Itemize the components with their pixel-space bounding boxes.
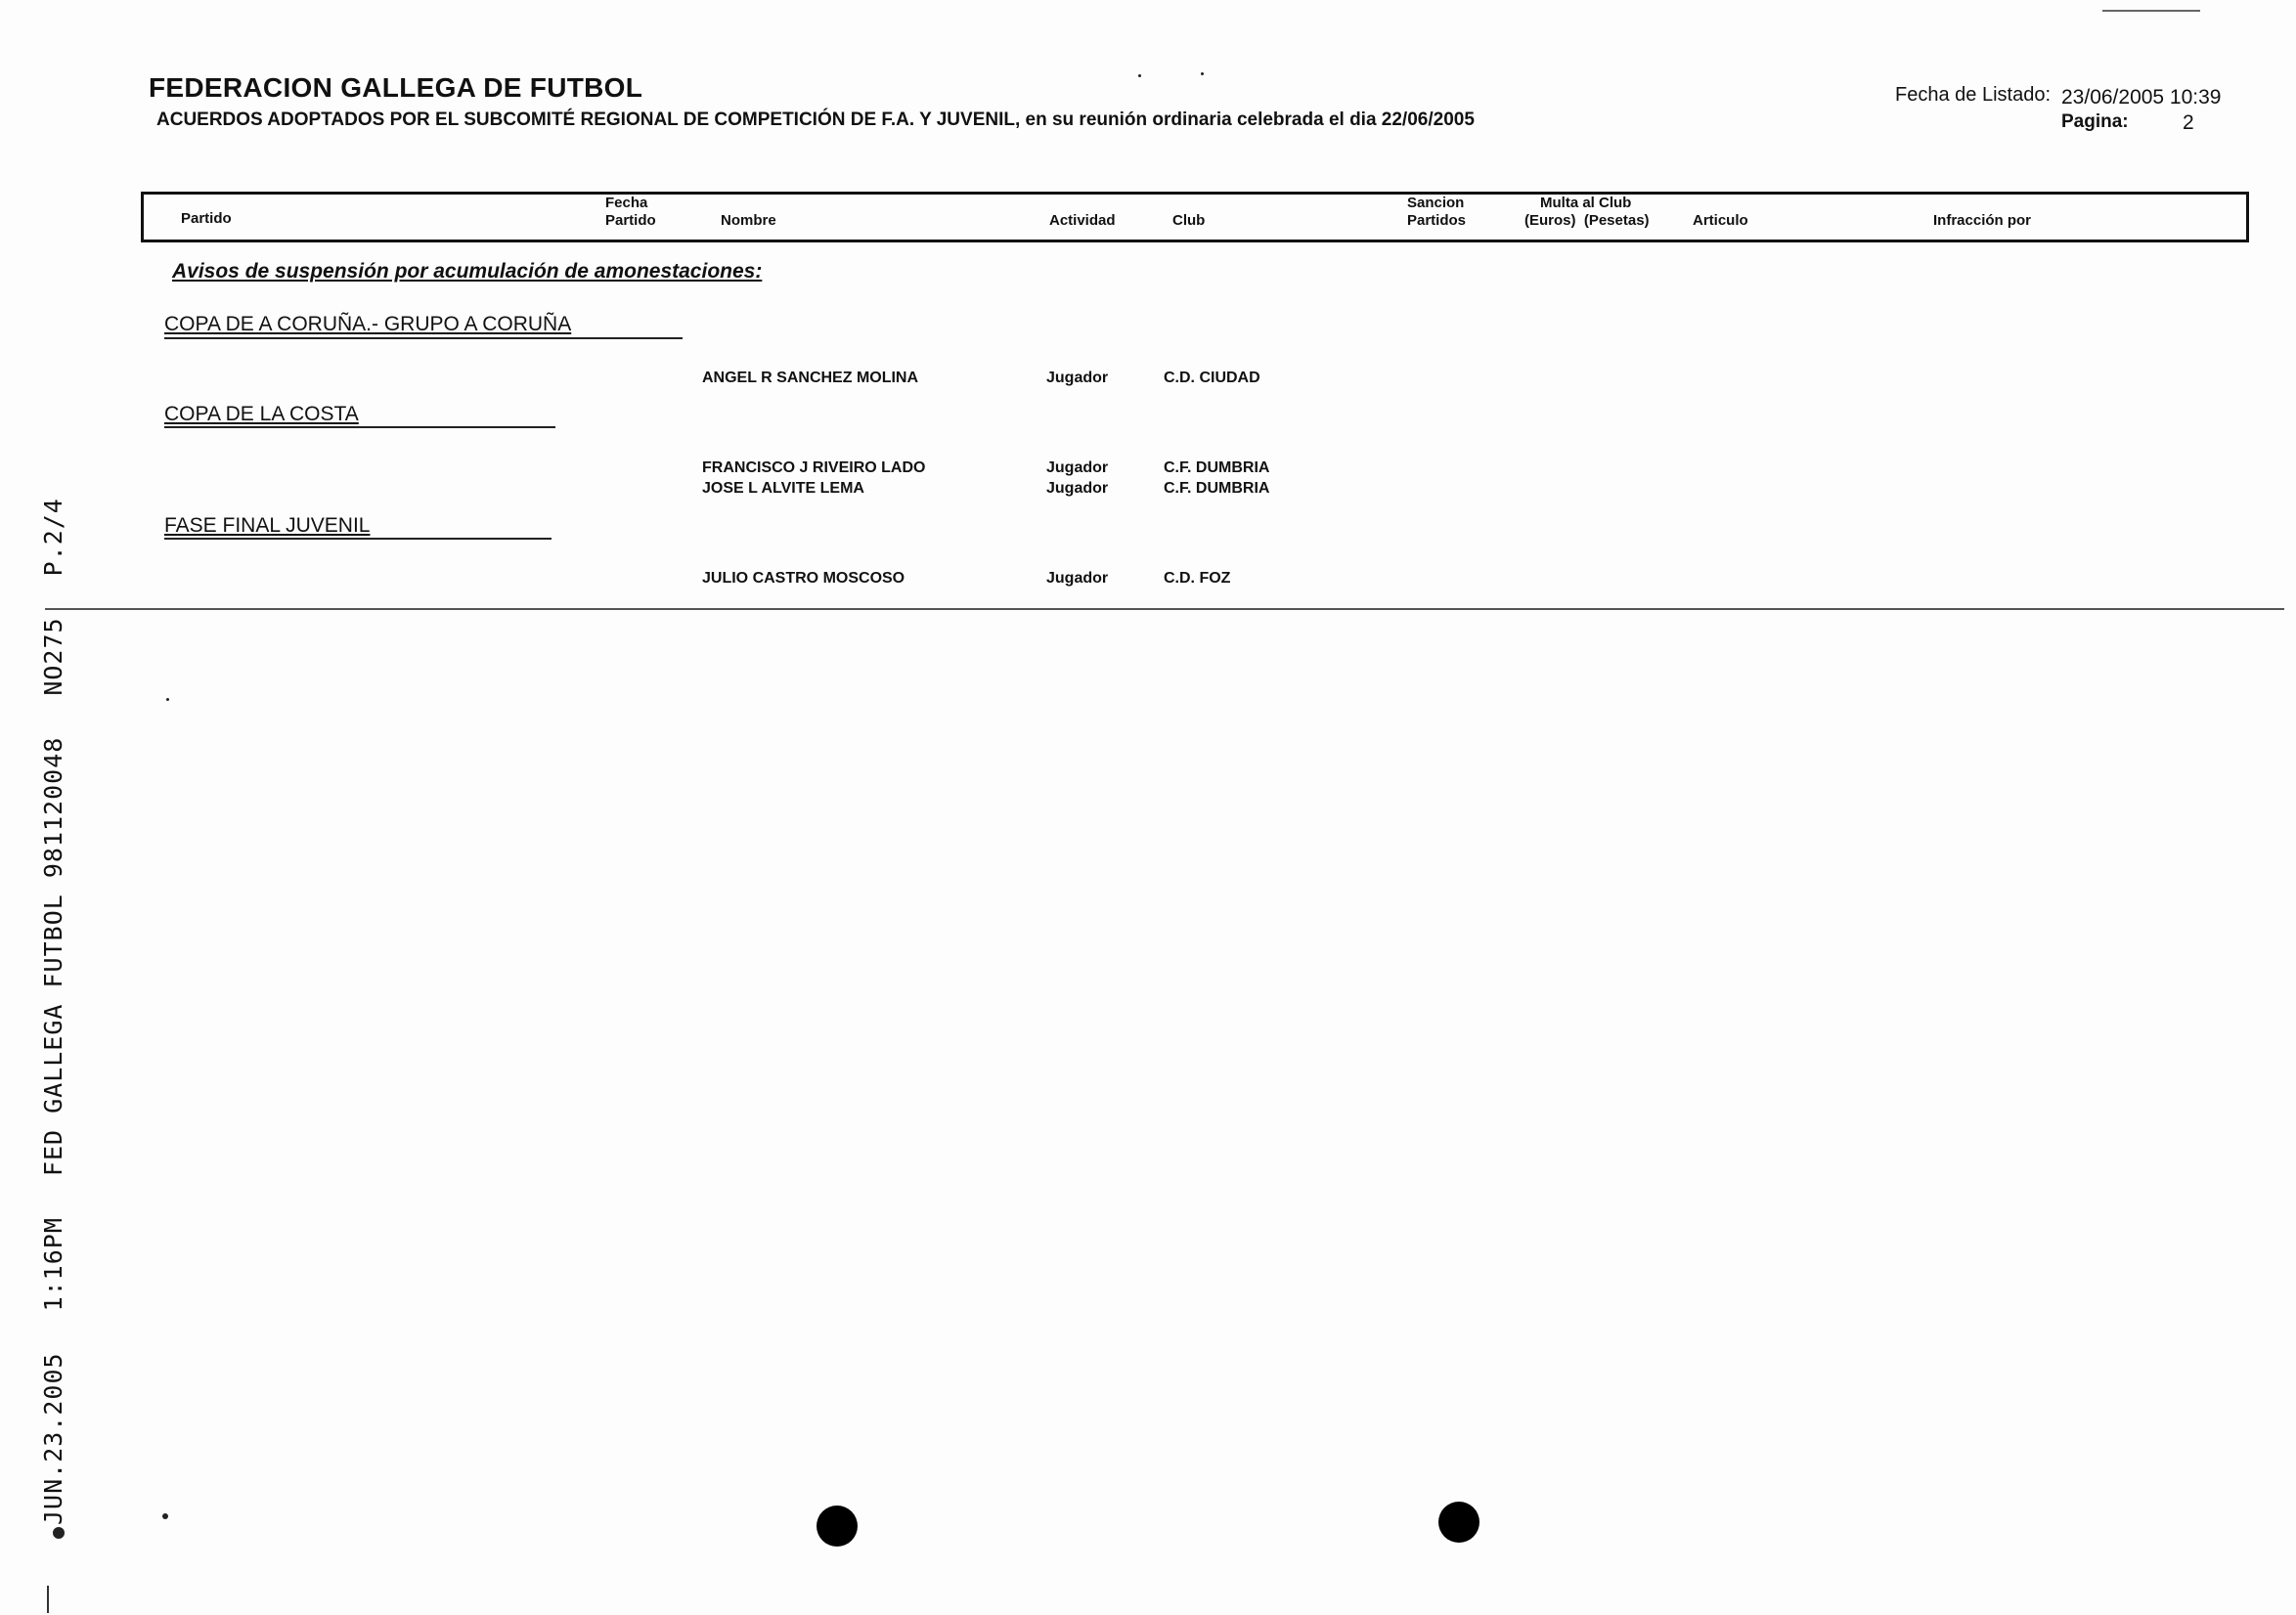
fax-number: NO275 (39, 617, 67, 696)
col-sancion-partidos (1407, 195, 1466, 230)
col-multa-euros: (Euros) (1524, 212, 1576, 229)
scan-speck (166, 698, 169, 701)
row-club: C.D. CIUDAD (1164, 370, 1260, 386)
row-actividad: Jugador (1046, 570, 1109, 587)
col-multa-pesetas: (Pesetas) (1583, 212, 1650, 229)
document-subtitle: ACUERDOS ADOPTADOS POR EL SUBCOMITÉ REGIONAL DE COMPETICIÓN DE F.A. Y JUVENIL, en su reunión ordinaria celebrada el dia 22/06/2005 (156, 109, 1475, 130)
scan-speck (162, 1513, 168, 1519)
page-number-value: 2 (2183, 111, 2194, 134)
group-rule (164, 337, 683, 339)
col-fecha-line2: Partido (605, 212, 656, 229)
scan-speck (1138, 74, 1141, 77)
row-nombre: FRANCISCO J RIVEIRO LADO (702, 459, 926, 476)
scan-speck (1201, 72, 1204, 75)
col-multa-club (1524, 195, 1650, 230)
group-title: FASE FINAL JUVENIL (164, 514, 371, 537)
fax-sender: FED GALLEGA FUTBOL 981120048 (39, 736, 67, 1177)
col-multa-line1: Multa al Club (1540, 195, 1632, 211)
col-partido: Partido (181, 210, 232, 227)
column-header-box (141, 192, 2249, 242)
col-nombre: Nombre (721, 212, 776, 229)
col-infraccion: Infracción por (1933, 212, 2032, 229)
listing-date-value: 23/06/2005 10:39 (2061, 86, 2222, 109)
row-nombre: JOSE L ALVITE LEMA (702, 480, 864, 497)
fax-transmission-line (39, 457, 67, 1525)
col-multa-line2 (1524, 212, 1650, 230)
punch-hole-left (817, 1506, 858, 1547)
row-actividad: Jugador (1046, 459, 1109, 476)
left-edge-mark (47, 1586, 49, 1613)
scan-speck (53, 1527, 65, 1539)
col-club: Club (1172, 212, 1206, 229)
page-number-label: Pagina: (2061, 111, 2129, 132)
group-title: COPA DE LA COSTA (164, 403, 359, 425)
row-club: C.F. DUMBRIA (1164, 480, 1270, 497)
punch-hole-right (1438, 1502, 1479, 1543)
top-edge-mark (2102, 10, 2200, 12)
col-articulo: Articulo (1693, 212, 1748, 229)
group-rule (164, 426, 555, 428)
row-club: C.F. DUMBRIA (1164, 459, 1270, 476)
col-sancion-line2: Partidos (1407, 212, 1467, 229)
section-heading: Avisos de suspensión por acumulación de amonestaciones: (172, 260, 763, 283)
group-rule (164, 538, 552, 540)
fax-page: P.2/4 (39, 498, 67, 577)
col-actividad: Actividad (1049, 212, 1116, 229)
col-fecha-line1: Fecha (605, 195, 648, 211)
listing-date-label: Fecha de Listado: (1895, 84, 2051, 106)
organization-title: FEDERACION GALLEGA DE FUTBOL (149, 72, 643, 103)
row-actividad: Jugador (1046, 370, 1109, 386)
fax-time: 1:16PM (39, 1217, 67, 1312)
row-nombre: ANGEL R SANCHEZ MOLINA (702, 370, 919, 386)
row-club: C.D. FOZ (1164, 570, 1231, 587)
row-actividad: Jugador (1046, 480, 1109, 497)
page-divider (45, 608, 2284, 610)
group-title: COPA DE A CORUÑA.- GRUPO A CORUÑA (164, 313, 572, 335)
col-fecha-partido (605, 195, 656, 230)
col-sancion-line1: Sancion (1407, 195, 1465, 211)
row-nombre: JULIO CASTRO MOSCOSO (702, 570, 905, 587)
fax-date: JUN.23.2005 (39, 1352, 67, 1525)
